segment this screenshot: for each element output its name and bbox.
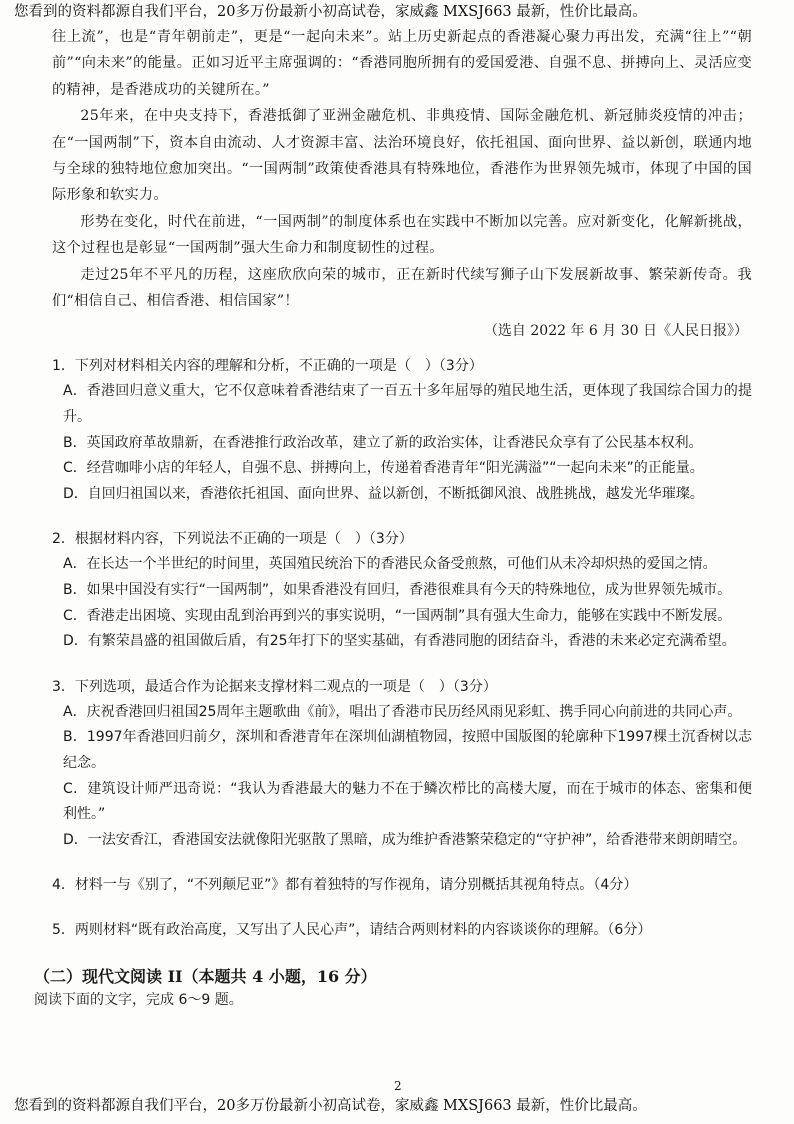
footer-banner: 您看到的资料都源自我们平台，20多万份最新小初高试卷，家威鑫 MXSJ663 最新，性价比最高。 xyxy=(14,1098,647,1114)
question-stem: 5．两则材料“既有政治高度，又写出了人民心声”，请结合两则材料的内容谈谈你的理解。（6分） xyxy=(52,922,652,939)
option-b: B．英国政府革故鼎新，在香港推行政治改革，建立了新的政治实体，让香港民众享有了公民基本权利。 xyxy=(63,434,703,451)
header-banner: 您看到的资料都源自我们平台，20多万份最新小初高试卷，家威鑫 MXSJ663 最新，性价比最高。 xyxy=(14,4,647,20)
question-stem: 4．材料一与《别了，“不列颠尼亚”》都有着独特的写作视角，请分别概括其视角特点。（4分） xyxy=(52,877,638,894)
section-heading: （二）现代文阅读 II（本题共 4 小题，16 分） xyxy=(34,967,377,987)
option-d: D．一法安香江，香港国安法就像阳光驱散了黑暗，成为维护香港繁荣稳定的“守护神”，给香港带来朗朗晴空。 xyxy=(63,831,747,848)
question-4 xyxy=(52,873,752,898)
question-5 xyxy=(52,918,752,943)
option-a: A．在长达一个半世纪的时间里，英国殖民统治下的香港民众备受煎熬，可他们从未冷却炽热的爱国之情。 xyxy=(63,556,717,573)
passage-paragraph-2: 25年来，在中央支持下，香港抵御了亚洲金融危机、非典疫情、国际金融危机、新冠肺炎疫情的冲击；在“一国两制”下，资本自由流动、人才资源丰富、法治环境良好，依托祖国、面向世界、益以新创，联通内地与全球的独特地位愈加突出。“一国两制”政策使香港具有特殊地位，香港作为世界领先城市，体现了中国的国际形象和软实力。 xyxy=(52,108,752,204)
passage-paragraph-3: 形势在变化，时代在前进，“一国两制”的制度体系也在实践中不断加以完善。应对新变化，化解新挑战，这个过程也是彰显“一国两制”强大生命力和制度韧性的过程。 xyxy=(52,213,752,257)
question-stem: 3．下列选项，最适合作为论据来支撑材料二观点的一项是（ ）（3分） xyxy=(52,678,497,695)
question-stem: 1．下列对材料相关内容的理解和分析，不正确的一项是（ ）（3分） xyxy=(52,358,483,375)
page-number: 2 xyxy=(394,1079,402,1093)
option-c: C．经营咖啡小店的年轻人，自强不息、拼搏向上，传递着香港青年“阳光满溢”“一起向未来”的正能量。 xyxy=(63,460,704,477)
option-d: D．自回归祖国以来，香港依托祖国、面向世界、益以新创，不断抵御风浪、战胜挑战，越发光华璀璨。 xyxy=(63,485,704,502)
passage-paragraph-1: 往上流”，也是“青年朝前走”，更是“一起向未来”。站上历史新起点的香港凝心聚力再出发，充满“往上”“朝前”“向未来”的能量。正如习近平主席强调的：“香港同胞所拥有的爱国爱港、自强不息、拼搏向上、灵活应变的精神，是香港成功的关键所在。” xyxy=(52,29,752,98)
passage-paragraph-4: 走过25年不平凡的历程，这座欣欣向荣的城市，正在新时代续写狮子山下发展新故事、繁荣新传奇。我们“相信自己、相信香港、相信国家”！ xyxy=(52,266,752,310)
question-stem: 2．根据材料内容，下列说法不正确的一项是（ ）（3分） xyxy=(52,531,413,548)
option-d: D．有繁荣昌盛的祖国做后盾，有25年打下的坚实基础，有香港同胞的团结奋斗，香港的未来必定充满希望。 xyxy=(63,633,736,650)
question-2 xyxy=(52,527,752,654)
option-b: B．1997年香港回归前夕，深圳和香港青年在深圳仙湖植物园，按照中国版图的轮廓种下1997棵土沉香树以志纪念。 xyxy=(63,729,752,771)
passage-source: （选自 2022 年 6 月 30 日《人民日报》） xyxy=(483,323,748,340)
question-3 xyxy=(52,675,752,854)
option-a: A．庆祝香港回归祖国25周年主题歌曲《前》，唱出了香港市民历经风雨见彩虹、携手同心向前进的共同心声。 xyxy=(63,703,742,720)
exam-page xyxy=(34,24,752,1011)
question-1 xyxy=(52,354,752,507)
option-a: A．香港回归意义重大，它不仅意味着香港结束了一百五十多年屈辱的殖民地生活，更体现了我国综合国力的提升。 xyxy=(63,383,752,426)
reading-passage xyxy=(52,24,752,344)
option-b: B．如果中国没有实行“一国两制”，如果香港没有回归，香港很难具有今天的特殊地位，成为世界领先城市。 xyxy=(63,582,732,599)
section-instruction: 阅读下面的文字，完成 6～9 题。 xyxy=(34,992,243,1009)
option-c: C．香港走出困境、实现由乱到治再到兴的事实说明，“一国两制”具有强大生命力，能够在实践中不断发展。 xyxy=(63,607,732,624)
option-c: C．建筑设计师严迅奇说：“我认为香港最大的魅力不在于鳞次栉比的高楼大厦，而在于城市的体态、密集和便利性。” xyxy=(63,780,752,823)
